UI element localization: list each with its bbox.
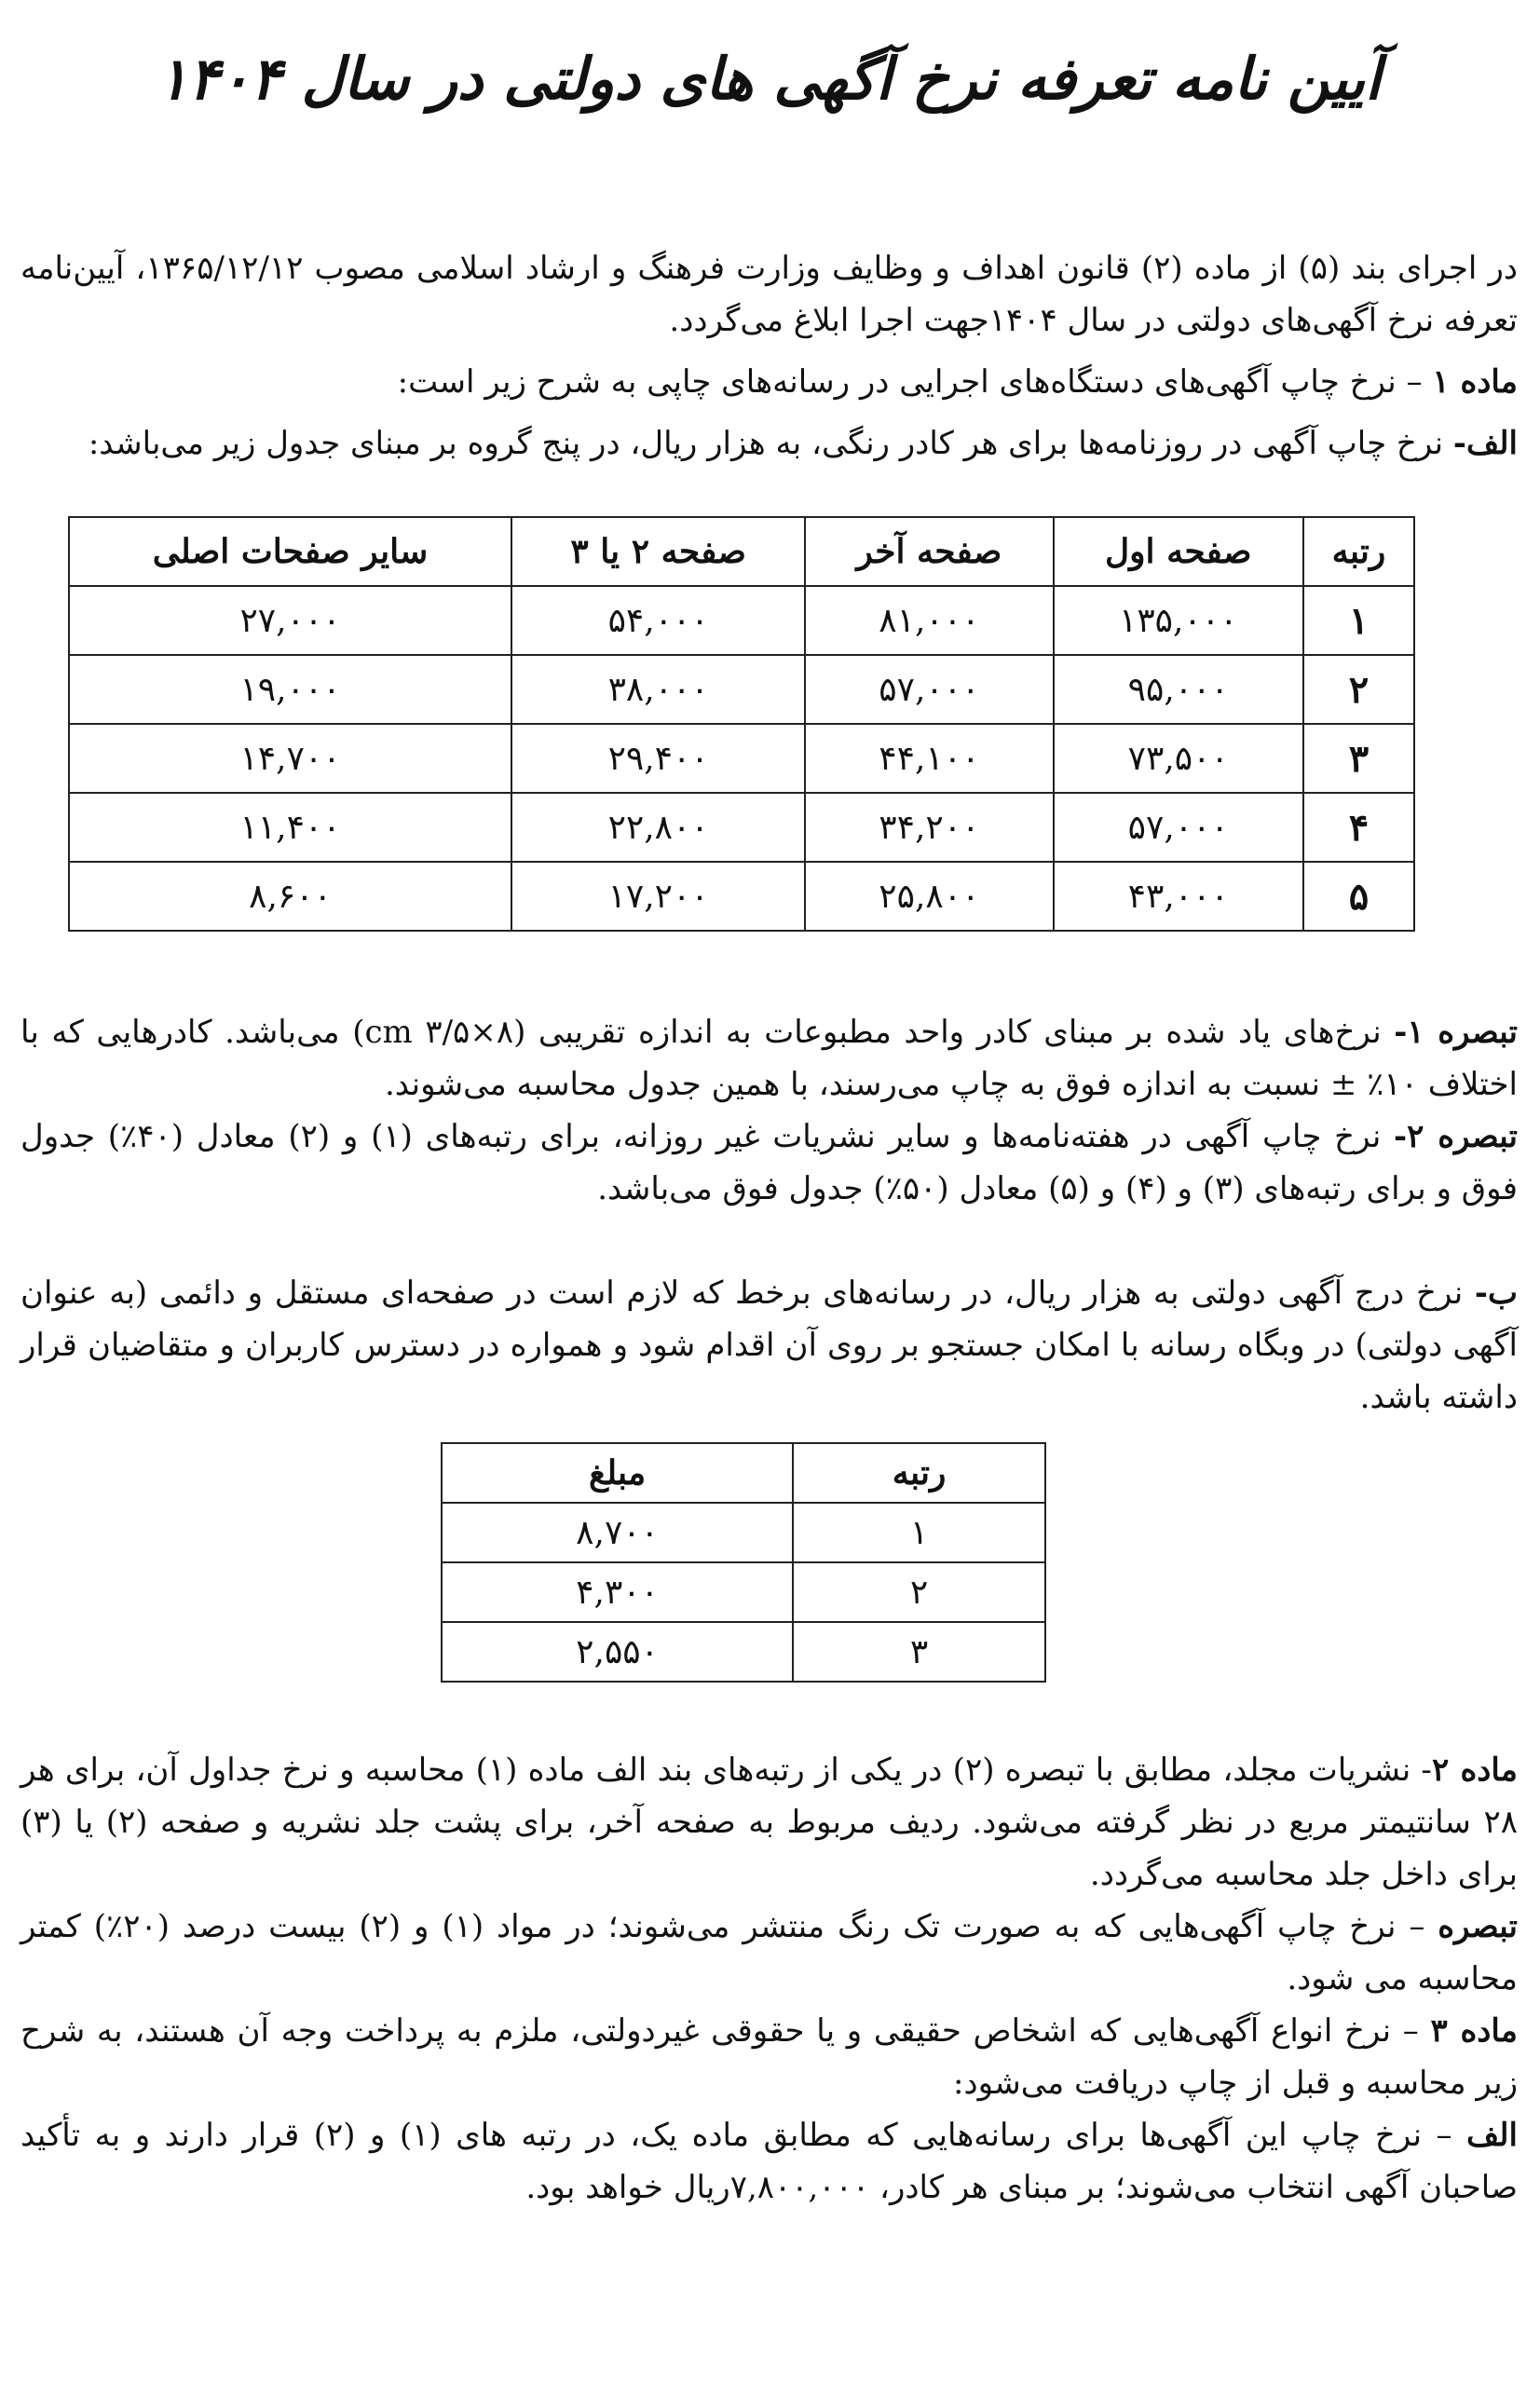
rate-cell: ۵۴,۰۰۰ (511, 586, 805, 655)
article-3-label: ماده ۳ (1430, 2012, 1518, 2050)
clause-a-2-label: الف (1465, 2117, 1518, 2154)
rate-cell: ۸,۶۰۰ (69, 862, 511, 931)
rate-cell: ۱۹,۰۰۰ (69, 655, 511, 724)
rate-cell: ۱۳۵,۰۰۰ (1054, 586, 1303, 655)
newspaper-rates-table (68, 516, 1415, 932)
article-2-label: ماده ۲ (1431, 1751, 1518, 1789)
rate-cell: ۲۹,۴۰۰ (511, 724, 805, 793)
rate-cell: ۹۵,۰۰۰ (1054, 655, 1303, 724)
table-header-row (442, 1443, 1045, 1503)
header-rank: رتبه (1303, 517, 1414, 586)
rate-cell: ۳۴,۲۰۰ (805, 793, 1053, 862)
amount-cell: ۲,۵۵۰ (442, 1622, 793, 1682)
table-row (69, 793, 1414, 862)
clause-a-label: الف- (1452, 425, 1518, 462)
header-rank: رتبه (793, 1443, 1045, 1503)
header-amount: مبلغ (442, 1443, 793, 1503)
rate-cell: ۵۷,۰۰۰ (1054, 793, 1303, 862)
rank-cell: ۲ (793, 1562, 1045, 1622)
rate-cell: ۵۷,۰۰۰ (805, 655, 1053, 724)
note-2-text: نرخ چاپ آگهی در هفته‌نامه‌ها و سایر نشریات غیر روزانه، برای رتبه‌های (۱) و (۲) معادل (۴۰٪) جدول فوق و برای رتبه‌های (۳) و (۴) و (۵) معادل (۵۰٪) جدول فوق می‌باشد. (20, 1118, 1518, 1207)
header-other-pages: سایر صفحات اصلی (69, 517, 511, 586)
article-3 (20, 2005, 1518, 2109)
rate-cell: ۲۵,۸۰۰ (805, 862, 1053, 931)
table-row (69, 862, 1414, 931)
amount-cell: ۴,۳۰۰ (442, 1562, 793, 1622)
clause-b-label: ب- (1474, 1274, 1518, 1312)
clause-a-2 (20, 2109, 1518, 2214)
article-1 (20, 356, 1518, 408)
article-2-text: - نشریات مجلد، مطابق با تبصره (۲) در یکی از رتبه‌های بند الف ماده (۱) محاسبه و نرخ جداول آن، برای هر ۲۸ سانتیمتر مربع در نظر گرفته می‌شود. ردیف مربوط به صفحه آخر، برای پشت جلد نشریه و صفحه (۲) یا (۳) برای داخل جلد محاسبه می‌گردد. (20, 1751, 1518, 1893)
note-2-label: تبصره ۲- (1394, 1118, 1518, 1155)
article-2 (20, 1744, 1518, 1901)
note-1-text: نرخ‌های یاد شده بر مبنای کادر واحد مطبوعات به اندازه تقریبی (۸×۳/۵ cm) می‌باشد. کادرهایی که با اختلاف ۱۰٪ ± نسبت به اندازه فوق به چاپ می‌رسند، با همین جدول محاسبه می‌شوند. (20, 1014, 1518, 1103)
rate-cell: ۲۷,۰۰۰ (69, 586, 511, 655)
intro-paragraph: در اجرای بند (۵) از ماده (۲) قانون اهداف و وظایف وزارت فرهنگ و ارشاد اسلامی مصوب ۱۳۶۵/۱۲/۱۲، آیین‌نامه تعرفه نرخ آگهی‌های دولتی در سال ۱۴۰۴جهت اجرا ابلاغ می‌گردد. (20, 250, 1519, 339)
article-1-label: ماده ۱ (1432, 363, 1518, 401)
rate-cell: ۲۲,۸۰۰ (511, 793, 805, 862)
header-first-page: صفحه اول (1054, 517, 1303, 586)
rate-cell: ۱۴,۷۰۰ (69, 724, 511, 793)
rate-cell: ۴۳,۰۰۰ (1054, 862, 1303, 931)
clause-a (20, 417, 1518, 470)
note-2 (20, 1111, 1518, 1215)
document-title: آیین نامه تعرفه نرخ آگهی های دولتی در سال ۱۴۰۴ (157, 45, 1382, 113)
article-3-text: – نرخ انواع آگهی‌هایی که اشخاص حقیقی و یا حقوقی غیردولتی، ملزم به پرداخت وجه آن هستند، به شرح زیر محاسبه و قبل از چاپ دریافت می‌شود: (20, 2012, 1518, 2102)
note-3-text: – نرخ چاپ آگهی‌هایی که به صورت تک رنگ منتشر می‌شوند؛ در مواد (۱) و (۲) بیست درصد (۲۰٪) کمتر محاسبه می شود. (20, 1908, 1518, 1997)
rank-cell: ۲ (1303, 655, 1414, 724)
amount-cell: ۸,۷۰۰ (442, 1503, 793, 1562)
clause-b (20, 1267, 1518, 1424)
note-1 (20, 1006, 1518, 1111)
rate-cell: ۴۴,۱۰۰ (805, 724, 1053, 793)
online-rates-table (441, 1442, 1046, 1683)
rate-cell: ۱۷,۲۰۰ (511, 862, 805, 931)
article-1-text: – نرخ چاپ آگهی‌های دستگاه‌های اجرایی در رسانه‌های چاپی به شرح زیر است: (397, 363, 1433, 401)
table-row (69, 586, 1414, 655)
rate-cell: ۷۳,۵۰۰ (1054, 724, 1303, 793)
clause-a-2-text: – نرخ چاپ این آگهی‌ها برای رسانه‌هایی که مطابق ماده یک، در رتبه های (۱) و (۲) قرار دارند و به تأکید صاحبان آگهی انتخاب می‌شوند؛ بر مبنای هر کادر، ۷,۸۰۰,۰۰۰ریال خواهد بود. (20, 2117, 1518, 2206)
rate-cell: ۳۸,۰۰۰ (511, 655, 805, 724)
clause-a-text: نرخ چاپ آگهی در روزنامه‌ها برای هر کادر رنگی، به هزار ریال، در پنج گروه بر مبنای جدول زیر می‌باشد: (88, 425, 1453, 462)
table-header-row (69, 517, 1414, 586)
rate-cell: ۱۱,۴۰۰ (69, 793, 511, 862)
table-row (442, 1562, 1045, 1622)
clause-b-text: نرخ درج آگهی دولتی به هزار ریال، در رسانه‌های برخط که لازم است در صفحه‌ای مستقل و دائمی (به عنوان آگهی دولتی) در وبگاه رسانه با امکان جستجو بر روی آن اقدام شود و همواره در دسترس کاربران و متقاضیان قرار داشته باشد. (20, 1274, 1518, 1416)
note-3 (20, 1901, 1518, 2005)
rank-cell: ۳ (1303, 724, 1414, 793)
table-row (69, 724, 1414, 793)
table-row (69, 655, 1414, 724)
header-page-2-or-3: صفحه ۲ یا ۳ (511, 517, 805, 586)
note-1-label: تبصره ۱- (1394, 1014, 1518, 1051)
rank-cell: ۱ (793, 1503, 1045, 1562)
rank-cell: ۴ (1303, 793, 1414, 862)
rank-cell: ۳ (793, 1622, 1045, 1682)
rank-cell: ۵ (1303, 862, 1414, 931)
rank-cell: ۱ (1303, 586, 1414, 655)
note-3-label: تبصره (1438, 1908, 1518, 1945)
table-row (442, 1503, 1045, 1562)
header-last-page: صفحه آخر (805, 517, 1053, 586)
table-row (442, 1622, 1045, 1682)
rate-cell: ۸۱,۰۰۰ (805, 586, 1053, 655)
